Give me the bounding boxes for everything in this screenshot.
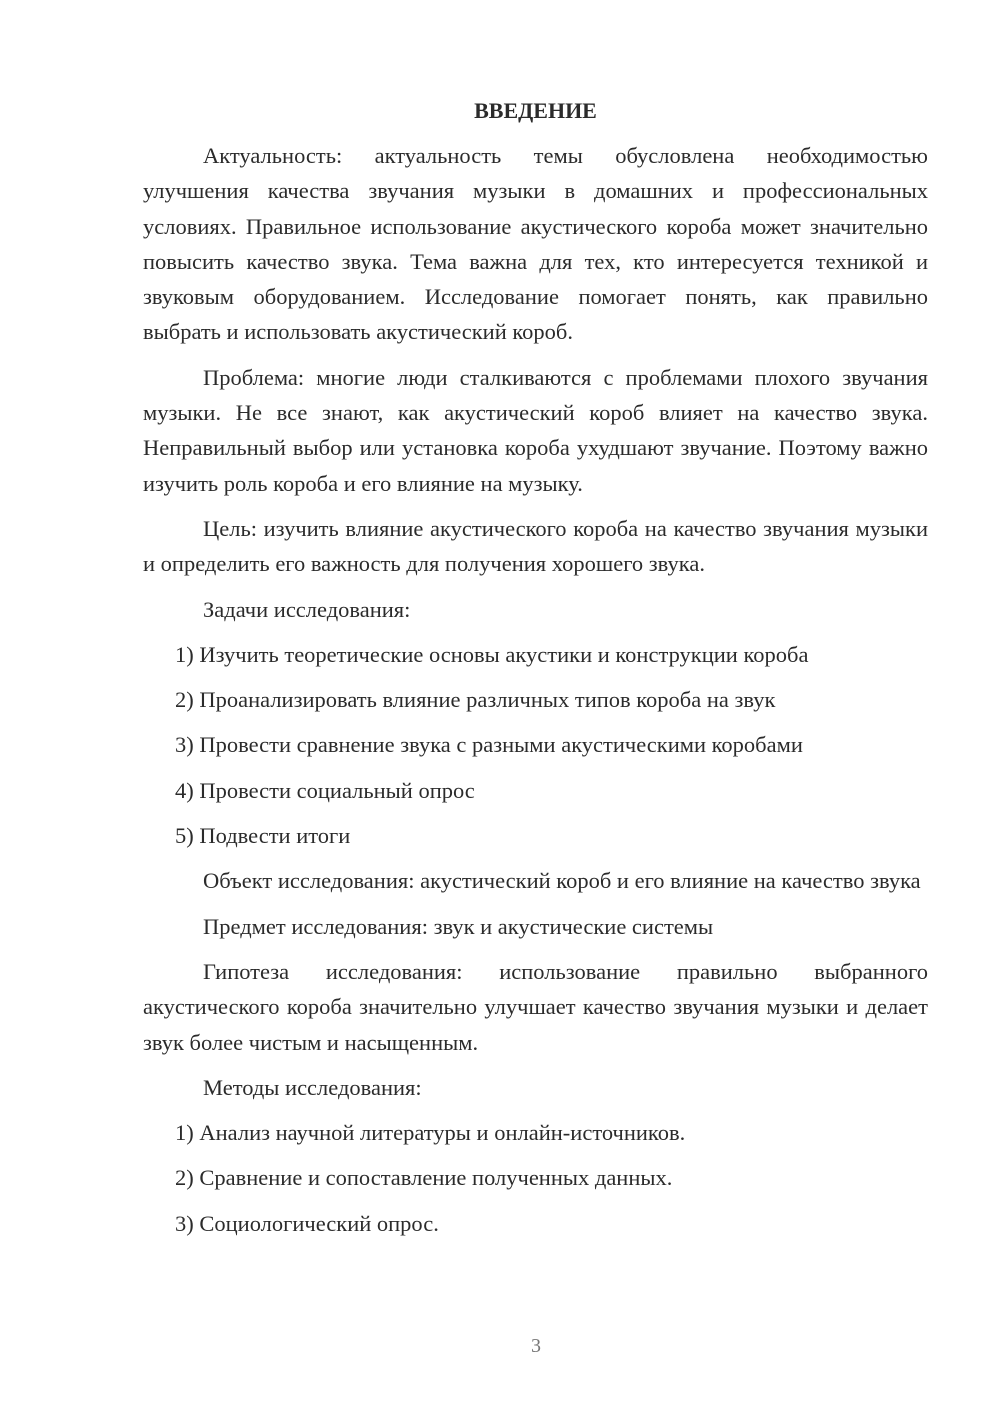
list-item: 2) Проанализировать влияние различных типов короба на звук (175, 687, 776, 713)
document-body (143, 93, 928, 1251)
list-item: 1) Изучить теоретические основы акустики и конструкции короба (175, 641, 809, 667)
list-item: 5) Подвести итоги (175, 823, 351, 849)
section-heading: ВВЕДЕНИЕ (474, 98, 597, 123)
tasks-list (143, 637, 928, 853)
subject-paragraph: Предмет исследования: звук и акустические системы (203, 913, 714, 939)
hypothesis-paragraph: Гипотеза исследования: использование правильно выбранного акустического короба значительно улучшает качество звучания музыки и делает звук более чистым и насыщенным. (143, 958, 928, 1055)
list-item: 1) Анализ научной литературы и онлайн-источников. (175, 1120, 686, 1146)
tasks-label: Задачи исследования: (203, 596, 411, 622)
object-paragraph: Объект исследования: акустический короб и его влияние на качество звука (203, 868, 921, 894)
list-item: 3) Провести сравнение звука с разными акустическими коробами (175, 732, 803, 758)
list-item: 2) Сравнение и сопоставление полученных данных. (175, 1165, 673, 1191)
methods-label: Методы исследования: (203, 1074, 422, 1100)
problem-paragraph: Проблема: многие люди сталкиваются с проблемами плохого звучания музыки. Не все знают, как акустический короб влияет на качество звука. Неправильный выбор или установка короба ухудшают звучание. Поэтому важно изучить роль короба и его влияние на музыку. (143, 364, 928, 496)
goal-paragraph: Цель: изучить влияние акустического короба на качество звучания музыки и определить его важность для получения хорошего звука. (143, 515, 928, 577)
list-item: 3) Социологический опрос. (175, 1210, 439, 1236)
methods-list (143, 1115, 928, 1241)
page-number: 3 (531, 1335, 541, 1357)
list-item: 4) Провести социальный опрос (175, 777, 475, 803)
relevance-paragraph: Актуальность: актуальность темы обусловлена необходимостью улучшения качества звучания музыки в домашних и профессиональных условиях. Правильное использование акустического короба может значительно повысить качество звука. Тема важна для тех, кто интересуется техникой и звуковым оборудованием. Исследование помогает понять, как правильно выбрать и использовать акустический короб. (143, 143, 928, 345)
